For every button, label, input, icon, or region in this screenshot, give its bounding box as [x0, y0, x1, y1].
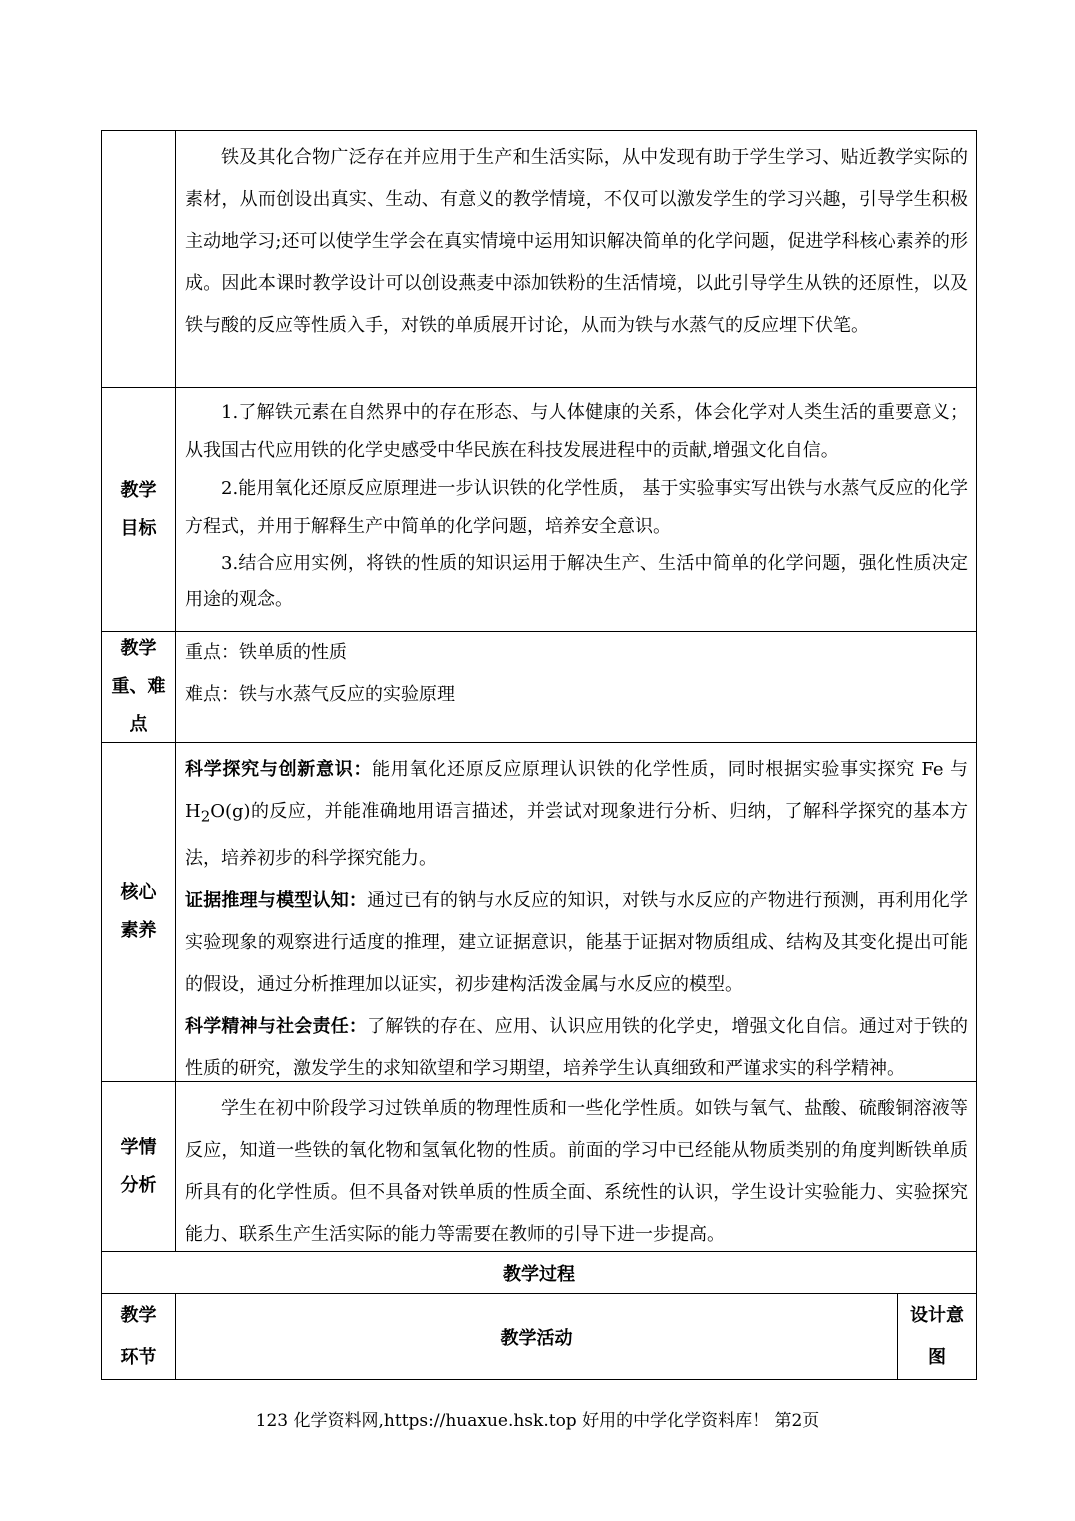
- literacy-text-cont: O(g)的反应，并能准确地用语言描述，并尝试对现象进行分析、归纳，了解科学探究的基本方法，培养初步的科学探究能力。: [185, 801, 968, 869]
- background-row: [102, 131, 976, 387]
- literacy-text: 能用氧化还原反应原理认识铁的化学性质，同时根据实验事实探究 Fe 与 H: [185, 759, 968, 822]
- page-footer: 123 化学资料网,https://huaxue.hsk.top 好用的中学化学资料库！ 第2页: [255, 1411, 820, 1431]
- goals-row: [102, 387, 976, 631]
- goal-item: 1.了解铁元素在自然界中的存在形态、与人体健康的关系，体会化学对人类生活的重要意义；从我国古代应用铁的化学史感受中华民族在科技发展进程中的贡献,增强文化自信。: [185, 402, 968, 461]
- key-points-label-line1: 教学: [120, 638, 157, 659]
- process-col2-label: 教学活动: [500, 1327, 573, 1349]
- literacy-text: 通过已有的钠与水反应的知识，对铁与水反应的产物进行预测，再利用化学实验现象的观察进行适度的推理，建立证据意识，能基于证据对物质组成、结构及其变化提出可能的假设，通过分析推理加以证实，初步建构活泼金属与水反应的模型。: [185, 889, 969, 995]
- background-content: [176, 131, 976, 387]
- literacy-item: [185, 1006, 968, 1090]
- goals-label-line2: 目标: [120, 517, 157, 539]
- literacy-label-line2: 素养: [120, 920, 157, 941]
- goals-content: [176, 388, 976, 631]
- process-header-col2: [176, 1294, 898, 1379]
- literacy-term: 科学精神与社会责任：: [185, 1015, 368, 1037]
- goals-label: [102, 388, 176, 631]
- key-points-label-line3: 点: [129, 714, 148, 735]
- literacy-item: [185, 749, 968, 880]
- goal-item: 3.结合应用实例，将铁的性质的知识运用于解决生产、生活中简单的化学问题，强化性质决定用途的观念。: [185, 553, 968, 610]
- process-col3-line2: 图: [928, 1346, 946, 1368]
- goal-item: 2.能用氧化还原反应原理进一步认识铁的化学性质， 基于实验事实写出铁与水蒸气反应的化学方程式，并用于解释生产中简单的化学问题，培养安全意识。: [185, 478, 968, 537]
- literacy-label-line1: 核心: [120, 882, 157, 903]
- lesson-plan-table: [101, 130, 977, 1380]
- background-text: 铁及其化合物广泛存在并应用于生产和生活实际，从中发现有助于学生学习、贴近教学实际的素材，从而创设出真实、生动、有意义的教学情境，不仅可以激发学生的学习兴趣，引导学生积极主动地学习;还可以使学生学会在真实情境中运用知识解决简单的化学问题，促进学科核心素养的形成。因此本课时教学设计可以创设燕麦中添加铁粉的生活情境，以此引导学生从铁的还原性，以及铁与酸的反应等性质入手，对铁的单质展开讨论，从而为铁与水蒸气的反应埋下伏笔。: [185, 147, 968, 336]
- key-points-content: [176, 632, 976, 742]
- process-col1-line2: 环节: [120, 1346, 157, 1368]
- process-col3-line1: 设计意: [910, 1304, 964, 1326]
- literacy-subscript: 2: [200, 807, 211, 826]
- literacy-term: 科学探究与创新意识：: [185, 759, 373, 780]
- goals-label-line1: 教学: [120, 479, 157, 501]
- literacy-term: 证据推理与模型认知：: [185, 889, 368, 911]
- key-point: 重点：铁单质的性质: [185, 642, 347, 663]
- learner-label-line2: 分析: [120, 1174, 157, 1196]
- learner-content: [176, 1082, 976, 1251]
- process-header-col1: [102, 1294, 176, 1379]
- process-header-col3: [898, 1294, 976, 1379]
- process-col1-line1: 教学: [120, 1304, 157, 1326]
- literacy-label: [102, 743, 176, 1081]
- literacy-row: [102, 742, 976, 1081]
- learner-label-line1: 学情: [120, 1136, 157, 1158]
- learner-row: [102, 1081, 976, 1251]
- literacy-item: [185, 880, 968, 1006]
- background-label: [102, 131, 176, 387]
- learner-label: [102, 1082, 176, 1251]
- learner-text: 学生在初中阶段学习过铁单质的物理性质和一些化学性质。如铁与氧气、盐酸、硫酸铜溶液等反应，知道一些铁的氧化物和氢氧化物的性质。前面的学习中已经能从物质类别的角度判断铁单质所具有的化学性质。但不具备对铁单质的性质全面、系统性的认识，学生设计实验能力、实验探究能力、联系生产生活实际的能力等需要在教师的引导下进一步提高。: [185, 1098, 968, 1245]
- process-header-row: [102, 1293, 976, 1379]
- process-title-row: [102, 1251, 976, 1293]
- literacy-content: [176, 743, 976, 1081]
- literacy-text: 了解铁的存在、应用、认识应用铁的化学史，增强文化自信。通过对于铁的性质的研究，激发学生的求知欲望和学习期望，培养学生认真细致和严谨求实的科学精神。: [185, 1015, 969, 1079]
- key-points-label-line2: 重、难: [111, 676, 166, 697]
- difficulty-point: 难点：铁与水蒸气反应的实验原理: [185, 684, 455, 705]
- key-points-label: [102, 632, 176, 742]
- process-title: 教学过程: [503, 1263, 575, 1285]
- key-points-row: [102, 631, 976, 742]
